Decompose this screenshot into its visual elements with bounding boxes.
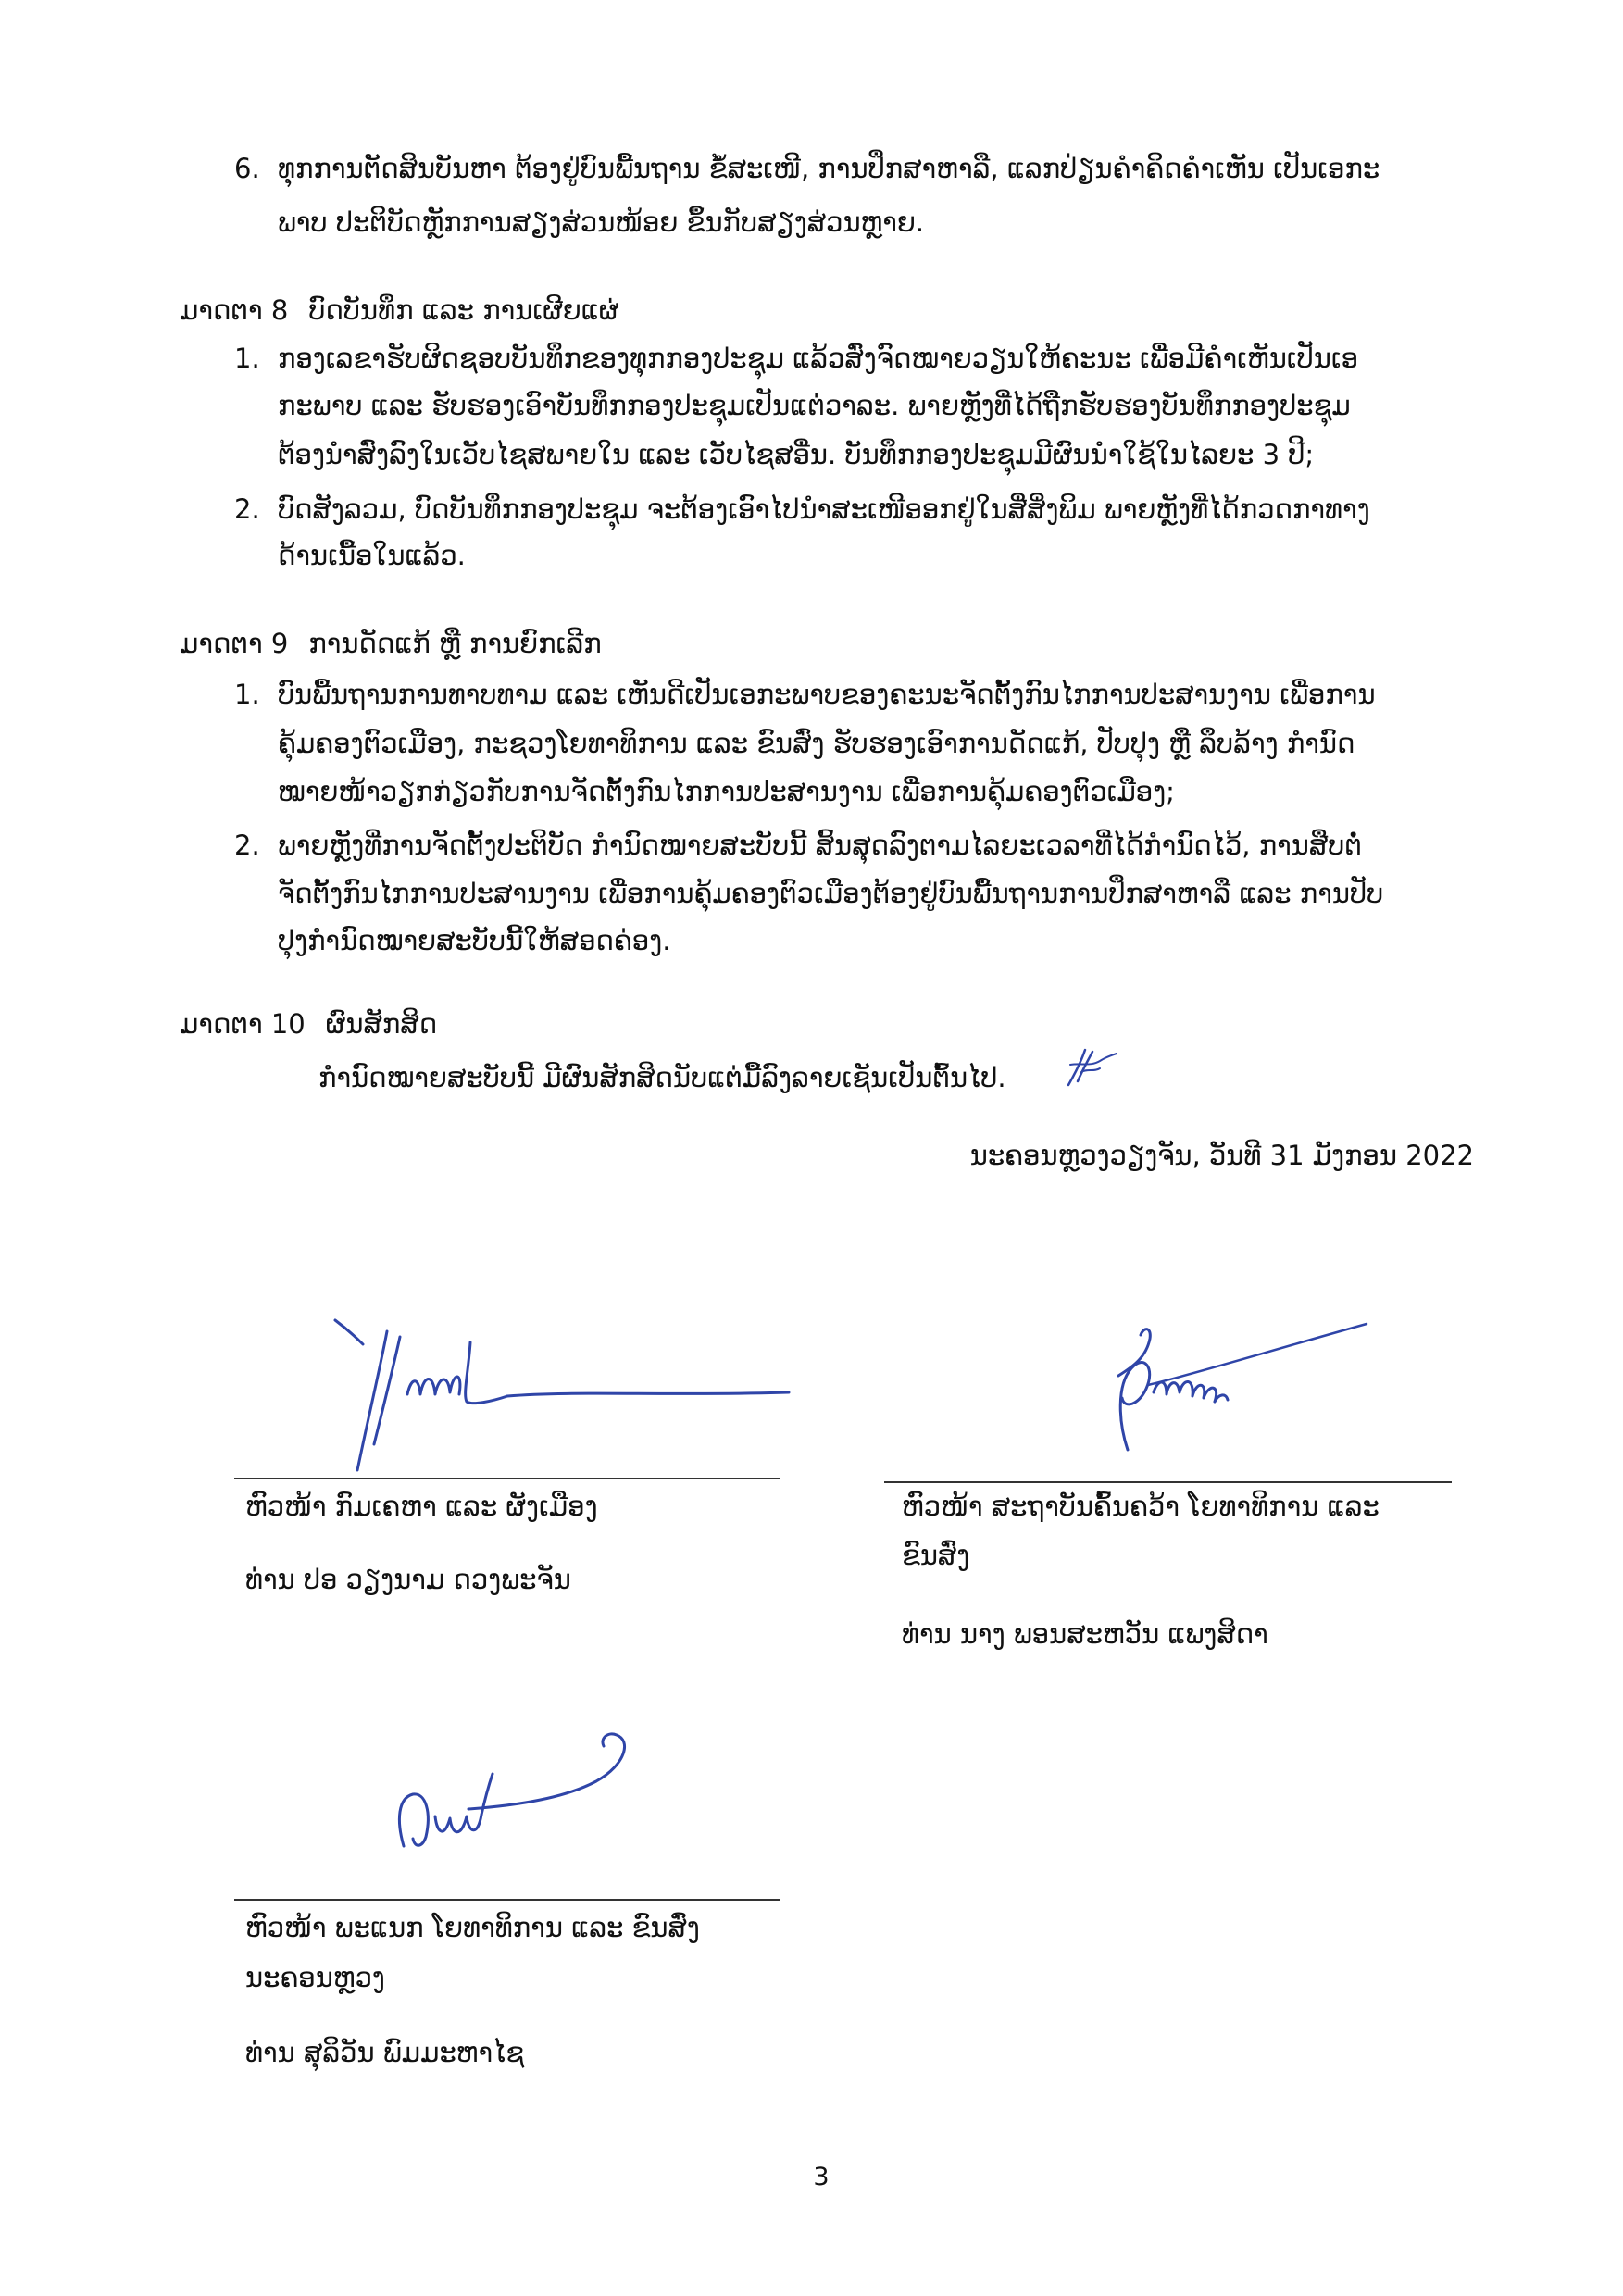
article-10-heading	[180, 1000, 437, 1048]
signature-left	[315, 1305, 796, 1481]
article-9-heading	[180, 619, 602, 668]
signatory-bottom-name: ທ່ານ ສຸລິວັນ ພົມມະຫາໄຊ	[245, 2037, 525, 2068]
article-8-item-2-line: ບົດສັງລວມ, ບົດບັນທຶກກອງປະຊຸມ ຈະຕ້ອງເອົາໄປນຳສະເໜີອອກຢູ່ໃນສື່ສິ່ງພິມ ພາຍຫຼັງທີ່ໄດ້ກວດກາທາງ	[278, 493, 1370, 525]
article-8-item-1-line: ກອງເລຂາຮັບຜິດຊອບບັນທຶກຂອງທຸກກອງປະຊຸມ ແລ້ວສົ່ງຈົດໝາຍວຽນໃຫ້ຄະນະ ເພື່ອມີຄຳເຫັນເປັນເອ	[278, 343, 1359, 374]
article-10-text: ກຳນົດໝາຍສະບັບນີ້ ມີຜົນສັກສິດນັບແຕ່ມື້ລົງລາຍເຊັນເປັນຕົ້ນໄປ.	[318, 1062, 1006, 1093]
article-9-item-2-number: 2.	[234, 830, 260, 861]
article-10-label: ມາດຕາ 10	[180, 1008, 306, 1040]
article-8-item-1-line: ກະພາບ ແລະ ຮັບຮອງເອົາບັນທຶກກອງປະຊຸມເປັນແຕ່ວາລະ. ພາຍຫຼັງທີ່ໄດ້ຖືກຮັບຮອງບັນທຶກກອງປະຊຸມ	[278, 390, 1351, 421]
article-9-item-2-line: ປຸງກຳນົດໝາຍສະບັບນີ້ໃຫ້ສອດຄ່ອງ.	[278, 925, 671, 956]
page-number: 3	[813, 2163, 830, 2191]
article-8-heading	[180, 286, 618, 334]
signatory-bottom-title: ຫົວໜ້າ ພະແນກ ໂຍທາທິການ ແລະ ຂົນສົ່ງ	[245, 1912, 700, 1943]
signatory-right-title: ຂົນສົ່ງ	[902, 1540, 970, 1571]
date-line: ນະຄອນຫຼວງວຽງຈັນ, ວັນທີ 31 ມັງກອນ 2022	[969, 1140, 1474, 1171]
article-9-title: ການດັດແກ້ ຫຼື ການຍົກເລີກ	[308, 628, 602, 659]
article-8-label: ມາດຕາ 8	[180, 294, 289, 326]
article-9-label: ມາດຕາ 9	[180, 628, 289, 659]
signatory-left-name: ທ່ານ ປອ ວຽງນາມ ດວງພະຈັນ	[245, 1564, 571, 1595]
article-8-item-2-number: 2.	[234, 493, 260, 525]
signatory-right-title: ຫົວໜ້າ ສະຖາບັນຄົ້ນຄວ້າ ໂຍທາທິການ ແລະ	[902, 1491, 1380, 1522]
signature-line-bottom	[234, 1899, 780, 1901]
item-6-line: ພາບ ປະຕິບັດຫຼັກການສຽງສ່ວນໜ້ອຍ ຂຶ້ນກັບສຽງສ່ວນຫຼາຍ.	[278, 206, 925, 238]
initials-mark	[1063, 1044, 1118, 1092]
article-9-item-2-line: ຈັດຕັ້ງກົນໄກການປະສານງານ ເພື່ອການຄຸ້ມຄອງຕົວເມືອງຕ້ອງຢູ່ບົນພື້ນຖານການປຶກສາຫາລື ແລະ ການປັບ	[278, 878, 1384, 909]
article-8-title: ບົດບັນທຶກ ແລະ ການເຜີຍແຜ່	[308, 294, 619, 326]
signature-right	[1100, 1320, 1368, 1459]
article-9-item-1-line: ຄຸ້ມຄອງຕົວເມືອງ, ກະຊວງໂຍທາທິການ ແລະ ຂົນສົ່ງ ຮັບຮອງເອົາການດັດແກ້, ປັບປຸງ ຫຼື ລຶບລ້າງ ກຳນົດ	[278, 728, 1355, 759]
article-8-item-1-number: 1.	[234, 343, 260, 374]
signatory-left-title: ຫົວໜ້າ ກົມເຄຫາ ແລະ ຜັງເມືອງ	[245, 1491, 598, 1522]
article-9-item-2-line: ພາຍຫຼັງທີ່ການຈັດຕັ້ງປະຕິບັດ ກຳນົດໝາຍສະບັບນີ້ ສິ້ນສຸດລົງຕາມໄລຍະເວລາທີ່ໄດ້ກຳນົດໄວ້, ການສືບຕໍ່	[278, 830, 1363, 861]
article-8-item-2-line: ດ້ານເນື້ອໃນແລ້ວ.	[278, 540, 466, 571]
article-9-item-1-line: ໝາຍໜ້າວຽກກ່ຽວກັບການຈັດຕັ້ງກົນໄກການປະສານງານ ເພື່ອການຄຸ້ມຄອງຕົວເມືອງ;	[278, 776, 1175, 807]
item-6-number: 6.	[234, 153, 260, 184]
article-10-title: ຜົນສັກສິດ	[325, 1008, 438, 1040]
signatory-right-name: ທ່ານ ນາງ ພອນສະຫວັນ ແພງສິດາ	[902, 1618, 1268, 1650]
signatory-bottom-title: ນະຄອນຫຼວງ	[245, 1962, 385, 1993]
item-6-line: ທຸກການຕັດສິນບັນຫາ ຕ້ອງຢູ່ບົນພື້ນຖານ ຂໍ້ສະເໜີ, ການປຶກສາຫາລື, ແລກປ່ຽນຄຳຄິດຄຳເຫັນ ເປັນເອກະ	[278, 153, 1380, 184]
signature-bottom	[389, 1728, 639, 1862]
article-8-item-1-line: ຕ້ອງນຳສົ່ງລົງໃນເວັບໄຊສພາຍໃນ ແລະ ເວັບໄຊສອື່ນ. ບັນທຶກກອງປະຊຸມມີຜົນນຳໃຊ້ໃນໄລຍະ 3 ປີ;	[278, 439, 1315, 470]
article-9-item-1-number: 1.	[234, 679, 260, 710]
signature-line-left	[234, 1478, 780, 1479]
article-9-item-1-line: ບົນພື້ນຖານການທາບທາມ ແລະ ເຫັນດີເປັນເອກະພາບຂອງຄະນະຈັດຕັ້ງກົນໄກການປະສານງານ ເພື່ອການ	[278, 679, 1376, 710]
